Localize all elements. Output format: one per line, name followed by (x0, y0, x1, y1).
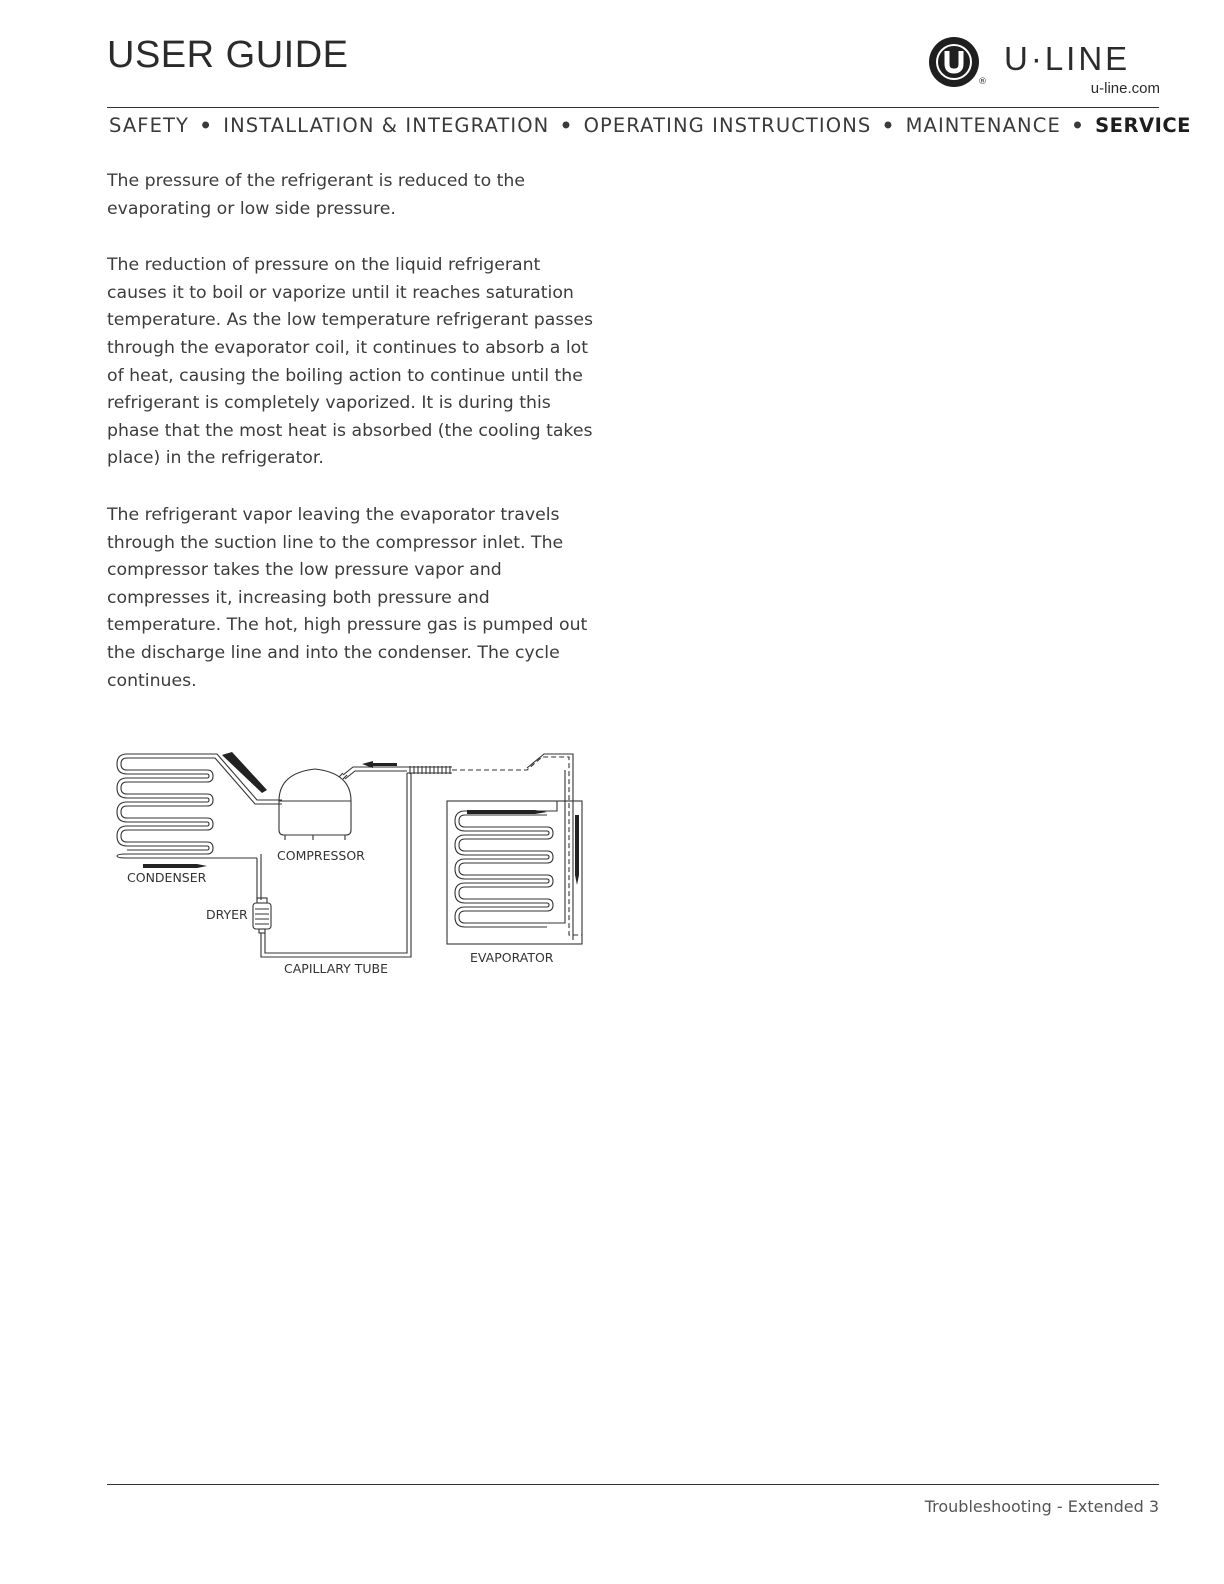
nav-item-installation[interactable]: INSTALLATION & INTEGRATION (223, 114, 550, 137)
compressor (279, 769, 351, 840)
paragraph: The refrigerant vapor leaving the evaporator travels through the suction line to the compressor inlet. The compressor takes the low pressure vapor and compresses it, increasing both pressure and temperature. The hot, high pressure gas is pumped out the discharge line and into the condenser. The cycle continues. (107, 504, 588, 691)
condenser-coil (117, 754, 282, 858)
nav-separator: • (881, 114, 896, 137)
brand-wordmark: U·LINE (1004, 40, 1131, 77)
label-condenser: CONDENSER (127, 870, 207, 885)
website-link[interactable]: u-line.com (1090, 80, 1160, 97)
label-capillary-tube: CAPILLARY TUBE (284, 961, 389, 976)
paragraph: The reduction of pressure on the liquid refrigerant causes it to boil or vaporize until it reaches saturation temperature. As the low temperature refrigerant passes through the evaporator coil, it continues to absorb a lot of heat, causing the boiling action to continue until the refrigerant is completely vaporized. It is during this phase that the most heat is absorbed (the cooling takes place) in the refrigerator. (107, 255, 593, 469)
paragraph: The pressure of the refrigerant is reduced to the evaporating or low side pressure. (107, 171, 526, 219)
page-title: USER GUIDE (107, 34, 349, 76)
body-text (107, 168, 602, 724)
label-dryer: DRYER (206, 907, 248, 922)
nav-item-safety[interactable]: SAFETY (109, 114, 190, 137)
nav-separator: • (199, 114, 213, 137)
nav-item-service[interactable]: SERVICE (1095, 114, 1191, 137)
nav-separator: • (1071, 114, 1085, 137)
nav-item-maintenance[interactable]: MAINTENANCE (905, 114, 1061, 137)
section-nav (109, 114, 1191, 137)
label-evaporator: EVAPORATOR (470, 950, 554, 965)
footer-divider (107, 1484, 1159, 1485)
brand-logo[interactable] (928, 36, 1160, 100)
label-compressor: COMPRESSOR (277, 848, 365, 863)
header-divider (107, 107, 1159, 108)
page-footer: Troubleshooting - Extended 3 (924, 1497, 1159, 1516)
heat-exchanger (407, 766, 452, 774)
evaporator (447, 770, 582, 944)
nav-separator: • (559, 114, 574, 137)
u-line-logo-icon (928, 36, 980, 88)
dryer (253, 898, 271, 933)
registered-mark: ® (978, 77, 987, 87)
nav-item-operating[interactable]: OPERATING INSTRUCTIONS (583, 114, 872, 137)
refrigeration-cycle-diagram (107, 735, 597, 985)
